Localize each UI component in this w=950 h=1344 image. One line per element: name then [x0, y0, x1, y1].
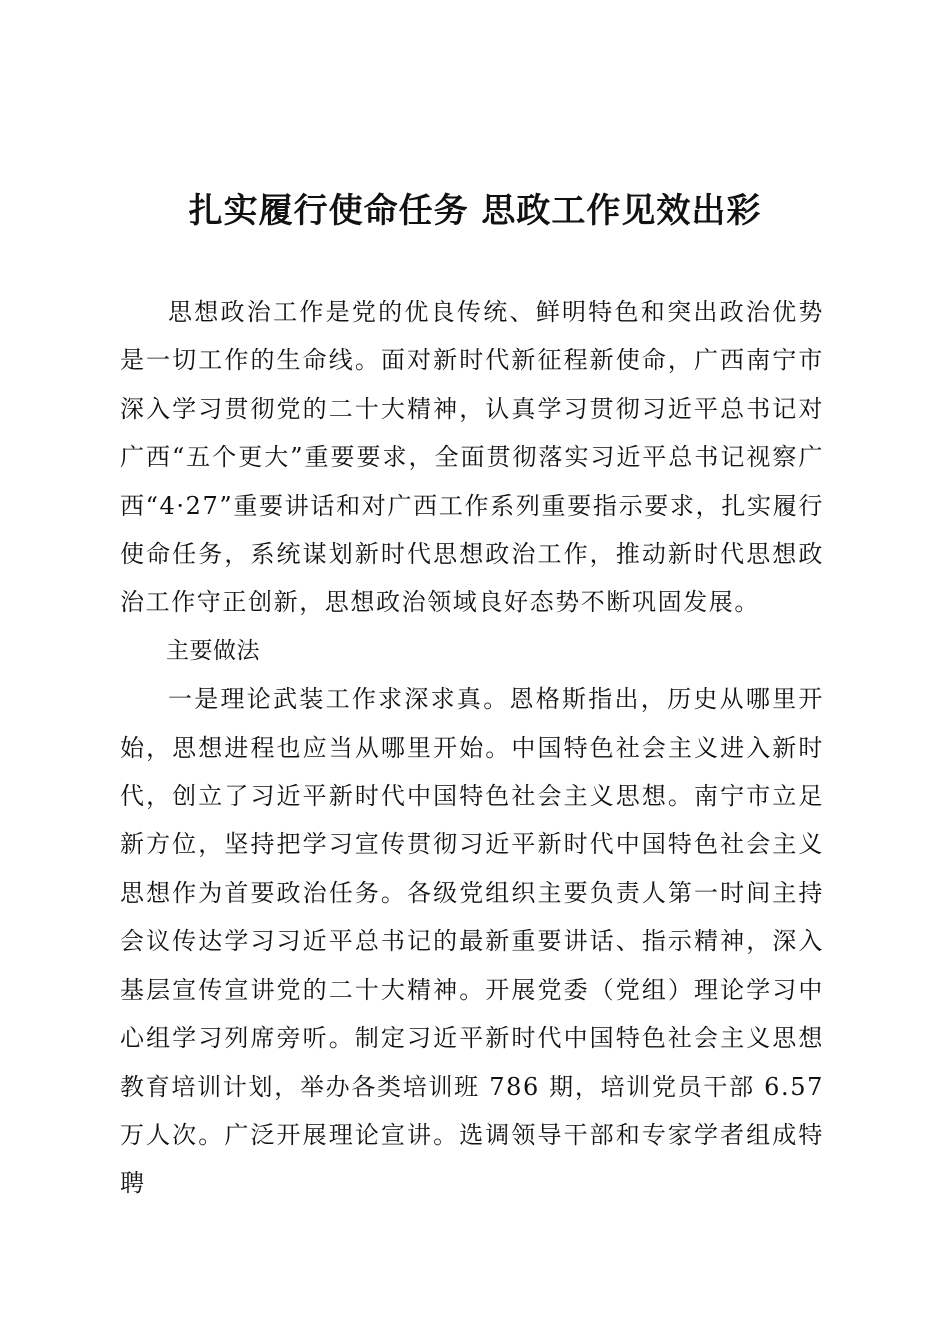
- document-title: 扎实履行使命任务 思政工作见效出彩: [188, 191, 762, 231]
- document-body: [120, 288, 824, 1208]
- section-paragraph: 一是理论武装工作求深求真。恩格斯指出，历史从哪里开始，思想进程也应当从哪里开始。中国特色社会主义进入新时代，创立了习近平新时代中国特色社会主义思想。南宁市立足新方位，坚持把学习宣传贯彻习近平新时代中国特色社会主义思想作为首要政治任务。各级党组织主要负责人第一时间主持会议传达学习习近平总书记的最新重要讲话、指示精神，深入基层宣传宣讲党的二十大精神。开展党委（党组）理论学习中心组学习列席旁听。制定习近平新时代中国特色社会主义思想教育培训计划，举办各类培训班 786 期，培训党员干部 6.57 万人次。广泛开展理论宣讲。选调领导干部和专家学者组成特聘: [120, 685, 824, 1198]
- intro-paragraph: 思想政治工作是党的优良传统、鲜明特色和突出政治优势是一切工作的生命线。面对新时代新征程新使命，广西南宁市深入学习贯彻党的二十大精神，认真学习贯彻习近平总书记对广西“五个更大”重要要求，全面贯彻落实习近平总书记视察广西“4·27”重要讲话和对广西工作系列重要指示要求，扎实履行使命任务，系统谋划新时代思想政治工作，推动新时代思想政治工作守正创新，思想政治领域良好态势不断巩固发展。: [120, 298, 824, 617]
- section-heading: 主要做法: [166, 637, 260, 664]
